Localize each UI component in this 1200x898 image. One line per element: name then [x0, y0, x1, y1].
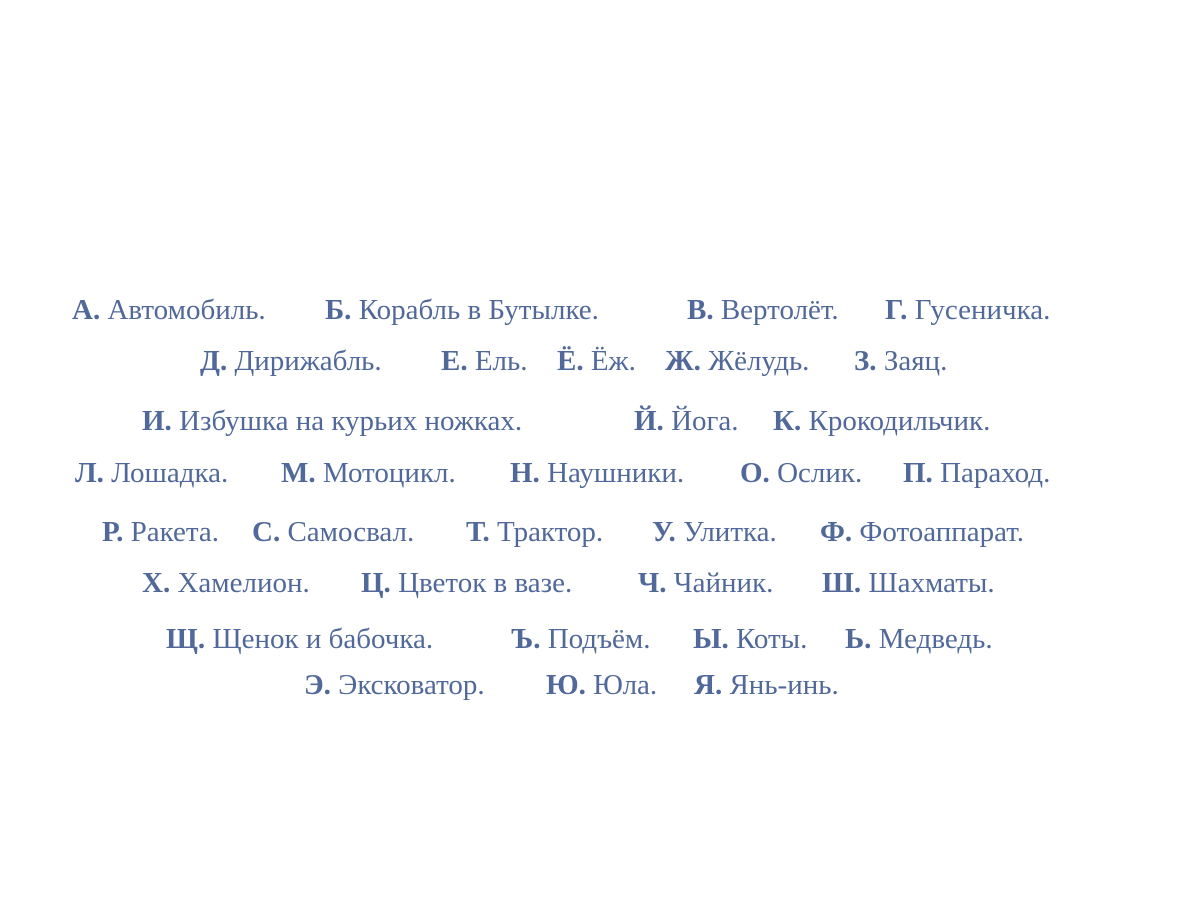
alphabet-line	[0, 665, 1200, 705]
entry-letter: П.	[903, 457, 933, 489]
entry-letter: Ю.	[546, 669, 586, 701]
entry-letter: С.	[252, 516, 281, 548]
entry-word: Самосвал.	[287, 516, 415, 548]
alphabet-entry	[693, 619, 807, 659]
entry-word: Чайник.	[673, 567, 774, 599]
alphabet-entry	[638, 563, 773, 603]
alphabet-entry	[304, 665, 485, 705]
entry-letter: О.	[740, 457, 770, 489]
entry-letter: К.	[773, 405, 802, 437]
entry-word: Щенок и бабочка.	[212, 623, 434, 655]
entry-word: Дирижабль.	[234, 345, 382, 377]
alphabet-entry	[740, 453, 862, 493]
entry-letter: Щ.	[166, 623, 206, 655]
entry-letter: Ё.	[557, 345, 584, 377]
entry-word: Хамелион.	[177, 567, 310, 599]
alphabet-line	[0, 453, 1200, 493]
entry-word: Гусеничка.	[914, 294, 1051, 326]
entry-word: Жёлудь.	[708, 345, 810, 377]
entry-word: Избушка на курьих ножках.	[179, 405, 523, 437]
alphabet-entry	[854, 341, 947, 381]
entry-word: Ракета.	[130, 516, 219, 548]
entry-letter: Э.	[304, 669, 331, 701]
entry-word: Улитка.	[683, 516, 777, 548]
entry-word: Автомобиль.	[107, 294, 266, 326]
alphabet-entry	[102, 512, 219, 552]
entry-word: Трактор.	[496, 516, 604, 548]
alphabet-line	[0, 512, 1200, 552]
entry-word: Наушники.	[547, 457, 685, 489]
entry-letter: В.	[687, 294, 714, 326]
entry-letter: У.	[652, 516, 676, 548]
entry-word: Мотоцикл.	[322, 457, 456, 489]
entry-letter: М.	[281, 457, 316, 489]
entry-letter: Ж.	[665, 345, 701, 377]
alphabet-entry	[281, 453, 456, 493]
entry-word: Цветок в вазе.	[398, 567, 573, 599]
entry-letter: Ы.	[693, 623, 729, 655]
entry-letter: Х.	[142, 567, 171, 599]
entry-letter: Г.	[885, 294, 908, 326]
entry-letter: Л.	[75, 457, 104, 489]
entry-word: Юла.	[593, 669, 658, 701]
alphabet-entry	[511, 619, 651, 659]
entry-word: Заяц.	[883, 345, 948, 377]
entry-letter: А.	[72, 294, 101, 326]
alphabet-entry	[557, 341, 636, 381]
entry-word: Коты.	[735, 623, 808, 655]
alphabet-entry	[325, 290, 599, 330]
entry-word: Ослик.	[777, 457, 863, 489]
entry-word: Эксковатор.	[338, 669, 485, 701]
alphabet-entry	[634, 401, 739, 441]
entry-letter: Ь.	[845, 623, 872, 655]
entry-letter: Р.	[102, 516, 124, 548]
alphabet-entry	[773, 401, 990, 441]
entry-letter: Ч.	[638, 567, 667, 599]
alphabet-entry	[694, 665, 839, 705]
entry-letter: Т.	[466, 516, 490, 548]
entry-letter: Д.	[200, 345, 228, 377]
entry-word: Йога.	[671, 405, 739, 437]
entry-letter: Я.	[694, 669, 723, 701]
alphabet-entry	[361, 563, 572, 603]
alphabet-entry	[200, 341, 382, 381]
alphabet-entry	[822, 563, 995, 603]
alphabet-entry	[466, 512, 603, 552]
entry-letter: Б.	[325, 294, 352, 326]
entry-word: Ель.	[474, 345, 528, 377]
alphabet-entry	[252, 512, 414, 552]
alphabet-entry	[142, 401, 522, 441]
entry-letter: И.	[142, 405, 172, 437]
entry-letter: Ф.	[820, 516, 853, 548]
alphabet-entry	[166, 619, 433, 659]
entry-word: Вертолёт.	[720, 294, 839, 326]
alphabet-entry	[75, 453, 228, 493]
alphabet-line	[0, 619, 1200, 659]
alphabet-entry	[820, 512, 1024, 552]
entry-letter: Ш.	[822, 567, 862, 599]
alphabet-line	[0, 290, 1200, 330]
alphabet-entry	[72, 290, 266, 330]
entry-word: Лошадка.	[111, 457, 229, 489]
alphabet-entry	[687, 290, 839, 330]
entry-word: Фотоаппарат.	[859, 516, 1025, 548]
alphabet-entry	[142, 563, 310, 603]
alphabet-entry	[665, 341, 809, 381]
alphabet-entry	[903, 453, 1050, 493]
entry-word: Шахматы.	[868, 567, 995, 599]
entry-letter: Е.	[441, 345, 468, 377]
alphabet-entry	[845, 619, 993, 659]
entry-letter: З.	[854, 345, 877, 377]
entry-word: Корабль в Бутылке.	[358, 294, 599, 326]
entry-letter: Н.	[510, 457, 540, 489]
entry-word: Параход.	[940, 457, 1051, 489]
alphabet-entry	[885, 290, 1050, 330]
entry-word: Подъём.	[547, 623, 651, 655]
alphabet-entry	[510, 453, 684, 493]
alphabet-line	[0, 563, 1200, 603]
alphabet-line	[0, 401, 1200, 441]
entry-letter: Ъ.	[511, 623, 541, 655]
alphabet-entry	[441, 341, 528, 381]
alphabet-entry	[546, 665, 657, 705]
entry-letter: Ц.	[361, 567, 391, 599]
alphabet-entry	[652, 512, 777, 552]
entry-word: Ёж.	[590, 345, 636, 377]
entry-word: Янь-инь.	[729, 669, 839, 701]
entry-word: Медведь.	[878, 623, 993, 655]
entry-letter: Й.	[634, 405, 664, 437]
entry-word: Крокодильчик.	[808, 405, 991, 437]
alphabet-line	[0, 341, 1200, 381]
